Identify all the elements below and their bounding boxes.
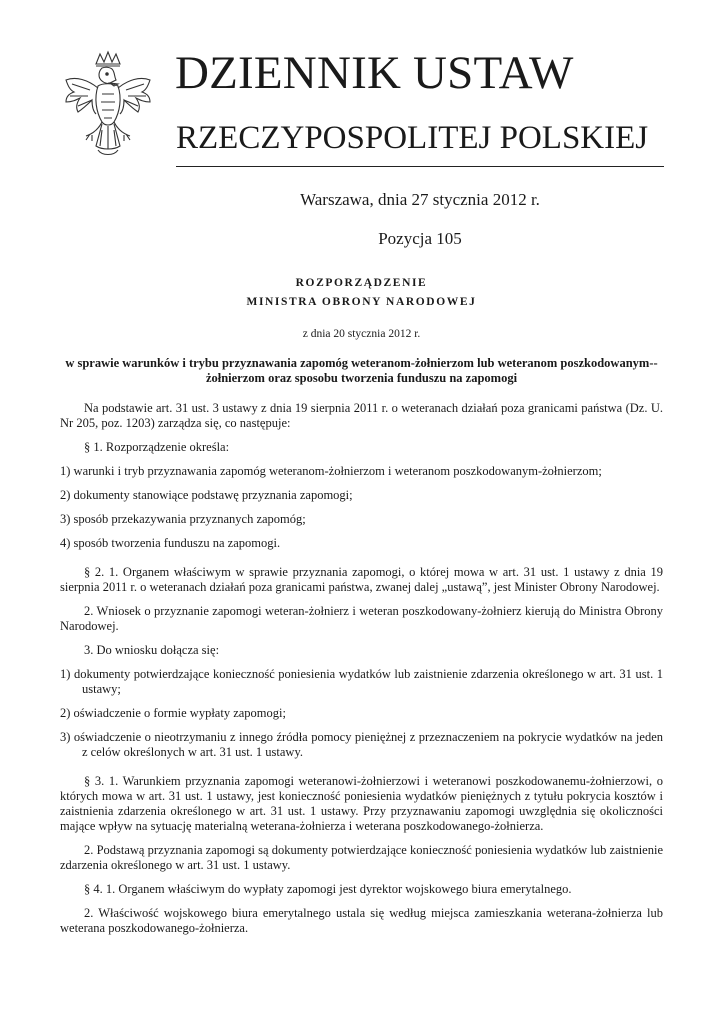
document-date: z dnia 20 stycznia 2012 r.	[302, 328, 421, 340]
list-item: 1) warunki i tryb przyznawania zapomóg weteranom-żołnierzom i weteranom poszkodowanym-żołnierzom;	[60, 464, 602, 478]
position-number: Pozycja 105	[378, 229, 462, 248]
section-3-paragraph-1: § 3. 1. Warunkiem przyznania zapomogi weteranowi-żołnierzowi i weteranowi poszkodowanemu-żołnierzowi, o których mowa w art. 31 ust. 1 ustawy, jest konieczność poniesienia wydatków pieniężnych z tytułu pokrycia kosztów i zaistnienia zdarzenia określonego w art. 31 ust. 1 ustawy. Przy przyznawaniu zapomogi uwzględnia się okoliczności mające wpływ na sytuację materialną weterana-żołnierza i weterana poszkodowanego-żołnierza.	[60, 774, 663, 833]
list-item: 1) dokumenty potwierdzające konieczność poniesienia wydatków lub zaistnienie zdarzenia określonego w art. 31 ust. 1 ustawy;	[60, 667, 663, 696]
journal-title: DZIENNIK USTAW	[175, 47, 574, 99]
document-issuer: MINISTRA OBRONY NARODOWEJ	[246, 296, 477, 308]
document-body	[60, 276, 663, 945]
header-divider	[176, 166, 664, 167]
list-item: 4) sposób tworzenia funduszu na zapomogi.	[60, 536, 281, 550]
section-4-paragraph-2: 2. Właściwość wojskowego biura emerytalnego ustala się według miejsca zamieszkania weterana-żołnierza lub weterana poszkodowanego-żołnierza.	[60, 906, 663, 935]
polish-eagle-emblem-icon	[58, 50, 158, 162]
section-3-paragraph-2: 2. Podstawą przyznania zapomogi są dokumenty potwierdzające konieczność poniesienia wydatków lub zaistnienie zdarzenia określonego w art. 31 ust. 1 ustawy.	[60, 843, 663, 872]
section-2-paragraph-1: § 2. 1. Organem właściwym w sprawie przyznania zapomogi, o której mowa w art. 31 ust. 1 ustawy z dnia 19 sierpnia 2011 r. o weteranach działań poza granicami państwa, zwanej dalej „ustawą”, jest Minister Obrony Narodowej.	[60, 565, 663, 594]
list-item: 3) oświadczenie o nieotrzymaniu z innego źródła pomocy pieniężnej z przeznaczeniem na pokrycie wydatków na jeden z celów określonych w art. 31 ust. 1 ustawy.	[60, 730, 663, 759]
list-item: 3) sposób przekazywania przyznanych zapomóg;	[60, 512, 306, 526]
section-2-paragraph-2: 2. Wniosek o przyznanie zapomogi weteran-żołnierz i weteran poszkodowany-żołnierz kierują do Ministra Obrony Narodowej.	[60, 604, 663, 633]
document-subject: w sprawie warunków i trybu przyznawania zapomóg weteranom-żołnierzom lub weteranom poszkodowanym--żołnierzom oraz sposobu tworzenia funduszu na zapomogi	[65, 356, 658, 385]
journal-subtitle: RZECZYPOSPOLITEJ POLSKIEJ	[176, 120, 649, 156]
section-4-paragraph-1: § 4. 1. Organem właściwym do wypłaty zapomogi jest dyrektor wojskowego biura emerytalnego.	[84, 882, 572, 896]
preamble: Na podstawie art. 31 ust. 3 ustawy z dnia 19 sierpnia 2011 r. o weteranach działań poza granicami państwa (Dz. U. Nr 205, poz. 1203) zarządza się, co następuje:	[60, 401, 663, 430]
document-type: ROZPORZĄDZENIE	[295, 277, 428, 289]
list-item: 2) dokumenty stanowiące podstawę przyznania zapomogi;	[60, 488, 353, 502]
section-1-intro: § 1. Rozporządzenie określa:	[84, 440, 230, 454]
section-2-paragraph-3: 3. Do wniosku dołącza się:	[84, 643, 220, 657]
list-item: 2) oświadczenie o formie wypłaty zapomogi;	[60, 706, 286, 720]
publication-date: Warszawa, dnia 27 stycznia 2012 r.	[300, 190, 540, 209]
